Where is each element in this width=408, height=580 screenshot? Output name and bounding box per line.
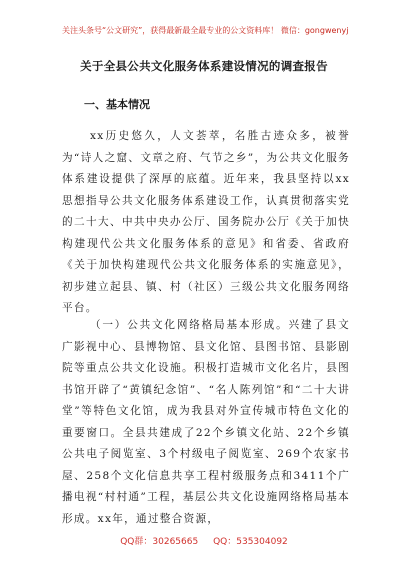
- paragraph-intro: xx历史悠久，人文荟萃，名胜古迹众多，被誉为“诗人之窟、文章之府、气节之乡”，为公共文化服务体系建设提供了深厚的底蕴。近年来，我县坚持以xx思想指导公共文化服务体系建设工作，认真贯彻落实党的二十大、中共中央办公厅、国务院办公厅《关于加快构建现代公共文化服务体系的意见》和省委、省政府《关于加快构建现代公共文化服务体系的实施意见》，初步建立起县、镇、村（社区）三级公共文化服务网络平台。: [62, 130, 350, 314]
- footer-qq: QQ：535304092: [213, 537, 288, 547]
- document-title: 关于全县公共文化服务体系建设情况的调查报告: [80, 59, 328, 73]
- paragraph-network: （一）公共文化网络格局基本形成。兴建了县文广影视中心、县博物馆、县文化馆、县图书馆、县影剧院等重点公共文化设施。积极打造城市文化名片，县图书馆开辟了“黄镇纪念馆”、“名人陈列馆”和“二十大讲堂”等特色文化馆，成为我县对外宣传城市特色文化的重要窗口。全县共建成了22个乡镇文化站、22个乡镇公共电子阅览室、3个村级电子阅览室、269个农家书屋、258个文化信息共享工程村级服务点和3411个广播电视“村村通”工程，基层公共文化设施网络格局基本形成。xx年，通过整合资源，: [62, 319, 350, 525]
- footer-contacts: [0, 534, 408, 547]
- section-heading: 一、基本情况: [84, 98, 150, 111]
- header-banner: 关注头条号“公文研究”，获得最新最全最专业的公文资料库！ 微信：gongwenyj: [62, 26, 349, 35]
- footer-qq-group: QQ群：30265665: [120, 537, 199, 547]
